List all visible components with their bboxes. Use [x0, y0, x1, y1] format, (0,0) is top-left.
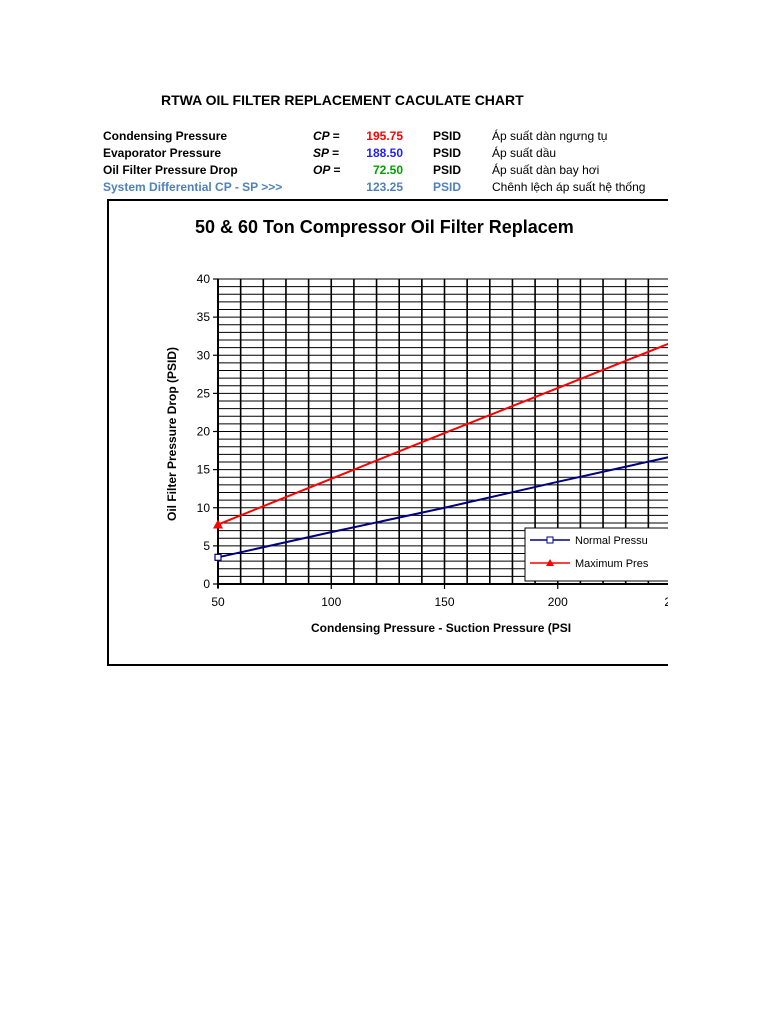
y-tick-label: 20: [196, 424, 210, 439]
param-value: 123.25: [366, 180, 403, 194]
y-tick-label: 10: [196, 500, 210, 515]
x-tick-label: 25: [664, 595, 678, 609]
param-description: Chênh lệch áp suất hệ thống: [492, 180, 646, 194]
chart-frame: [107, 199, 678, 666]
param-description: Áp suất dầu: [492, 146, 557, 160]
x-tick-label: 100: [321, 595, 342, 609]
param-description: Áp suất dàn bay hơi: [492, 163, 600, 177]
param-label: Oil Filter Pressure Drop: [103, 163, 238, 177]
x-tick-label: 50: [211, 595, 225, 609]
param-label: Condensing Pressure: [103, 129, 228, 143]
series-point: [215, 554, 221, 560]
chart-title: 50 & 60 Ton Compressor Oil Filter Replacem: [195, 217, 574, 237]
x-tick-label: 150: [434, 595, 455, 609]
param-symbol: OP =: [313, 163, 341, 177]
param-label: Evaporator Pressure: [103, 146, 222, 160]
x-axis-title: Condensing Pressure - Suction Pressure (PSI: [311, 621, 572, 635]
x-axis-ticks: [211, 584, 678, 609]
legend-marker-normal: [547, 537, 553, 543]
param-symbol: SP =: [313, 146, 339, 160]
y-tick-label: 30: [196, 348, 210, 363]
y-axis-ticks: [197, 272, 218, 591]
y-axis-title: Oil Filter Pressure Drop (PSID): [165, 346, 179, 522]
param-unit: PSID: [433, 180, 462, 194]
y-tick-label: 25: [196, 386, 210, 401]
param-unit: PSID: [433, 163, 462, 177]
oil-filter-chart: [107, 199, 678, 666]
param-value: 188.50: [366, 146, 403, 160]
y-tick-label: 0: [203, 577, 210, 591]
y-tick-label: 35: [196, 310, 210, 325]
legend-label-maximum: Maximum Pres: [575, 558, 649, 570]
x-tick-label: 200: [547, 595, 568, 609]
legend-label-normal: Normal Pressu: [575, 535, 648, 547]
y-tick-label: 40: [196, 272, 210, 286]
param-unit: PSID: [433, 146, 462, 160]
param-symbol: CP =: [313, 129, 340, 143]
y-tick-label: 15: [196, 462, 210, 477]
param-value: 72.50: [372, 163, 403, 177]
y-tick-label: 5: [203, 538, 210, 553]
param-label: System Differential CP - SP >>>: [103, 180, 283, 194]
param-unit: PSID: [433, 129, 462, 143]
param-value: 195.75: [366, 129, 403, 143]
chart-legend: [525, 528, 668, 581]
param-description: Áp suất dàn ngưng tụ: [492, 129, 608, 143]
page-title: RTWA OIL FILTER REPLACEMENT CACULATE CHART: [161, 92, 524, 108]
